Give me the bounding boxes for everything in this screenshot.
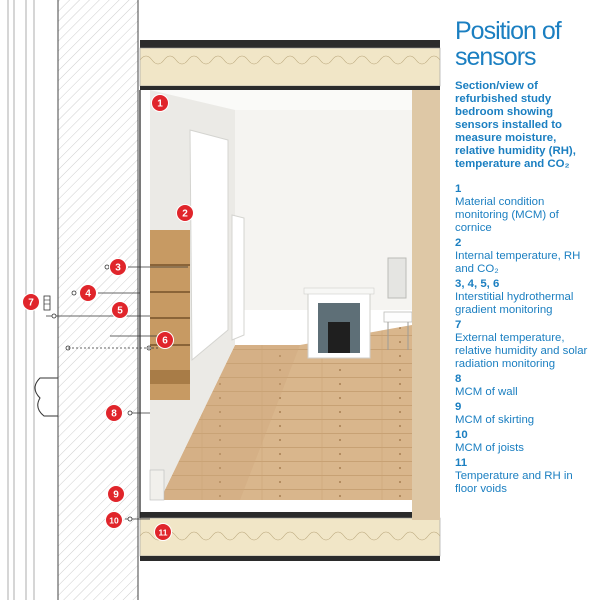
legend-number: 1 bbox=[455, 183, 462, 195]
window-2 bbox=[232, 215, 244, 340]
sensor-marker-9 bbox=[108, 486, 125, 503]
legend-text: External temperature, relative humidity and solar radiation monitoring bbox=[455, 332, 588, 370]
sensor-marker-1 bbox=[152, 95, 169, 112]
window-1 bbox=[190, 130, 228, 360]
fireplace bbox=[304, 288, 374, 358]
legend-text: MCM of wall bbox=[455, 386, 518, 398]
legend-number: 7 bbox=[455, 319, 462, 331]
legend-number: 3, 4, 5, 6 bbox=[455, 278, 500, 290]
sensor-marker-3 bbox=[110, 259, 127, 276]
sensor-marker-4 bbox=[80, 285, 97, 302]
sensor-marker-label: 2 bbox=[182, 208, 188, 220]
sensor-marker-5 bbox=[112, 302, 129, 319]
legend-text: Interstitial hydrothermal gradient monitoring bbox=[455, 291, 574, 316]
legend-item bbox=[455, 401, 591, 427]
legend-number: 2 bbox=[455, 237, 462, 249]
string-course-moulding bbox=[35, 378, 58, 416]
page-title: Position of sensors bbox=[455, 17, 561, 71]
floor-insulation bbox=[140, 512, 440, 561]
basin bbox=[384, 312, 412, 322]
legend-number: 8 bbox=[455, 373, 462, 385]
sensor-marker-label: 7 bbox=[28, 297, 34, 309]
mirror bbox=[388, 258, 406, 298]
sensor-marker-10 bbox=[106, 512, 123, 529]
sensor-marker-label: 11 bbox=[158, 527, 168, 538]
legend-item bbox=[455, 457, 591, 496]
legend-text: Material condition monitoring (MCM) of cornice bbox=[455, 196, 559, 234]
legend-number: 9 bbox=[455, 401, 462, 413]
legend-text: Internal temperature, RH and CO₂ bbox=[455, 250, 581, 275]
sensor-marker-6 bbox=[157, 332, 174, 349]
sensor-marker-8 bbox=[106, 405, 123, 422]
sensor-marker-label: 6 bbox=[162, 335, 168, 347]
legend-item bbox=[455, 278, 591, 317]
wall-hatch bbox=[58, 0, 138, 600]
sensor-marker-label: 4 bbox=[85, 288, 91, 300]
skirting bbox=[150, 470, 164, 500]
sensor-marker-11 bbox=[155, 524, 172, 541]
legend-item bbox=[455, 183, 591, 235]
info-panel bbox=[455, 18, 591, 498]
sensor-marker-label: 5 bbox=[117, 305, 123, 317]
timber-panel bbox=[412, 90, 440, 520]
sensor-legend bbox=[455, 183, 591, 496]
legend-text: Temperature and RH in floor voids bbox=[455, 470, 573, 495]
sensor-marker-label: 9 bbox=[113, 489, 119, 501]
sensor-marker-label: 1 bbox=[157, 98, 163, 110]
external-sensor-icon bbox=[44, 296, 50, 310]
legend-item bbox=[455, 319, 591, 371]
page-subtitle: Section/view of refurbished study bedroom showing sensors installed to measure moisture, relative humidity (RH), temperature and CO₂ bbox=[455, 80, 576, 170]
legend-number: 11 bbox=[455, 457, 468, 469]
sensor-marker-label: 10 bbox=[109, 515, 119, 526]
sensor-marker-2 bbox=[177, 205, 194, 222]
sensor-marker-label: 3 bbox=[115, 262, 121, 274]
legend-item bbox=[455, 373, 591, 399]
legend-number: 10 bbox=[455, 429, 468, 441]
sensor-marker-7 bbox=[23, 294, 40, 311]
legend-item bbox=[455, 237, 591, 276]
sensor-marker-label: 8 bbox=[111, 408, 117, 420]
legend-item bbox=[455, 429, 591, 455]
room-photo bbox=[150, 90, 440, 520]
legend-text: MCM of joists bbox=[455, 442, 524, 454]
legend-text: MCM of skirting bbox=[455, 414, 535, 426]
ceiling-insulation bbox=[140, 40, 440, 90]
